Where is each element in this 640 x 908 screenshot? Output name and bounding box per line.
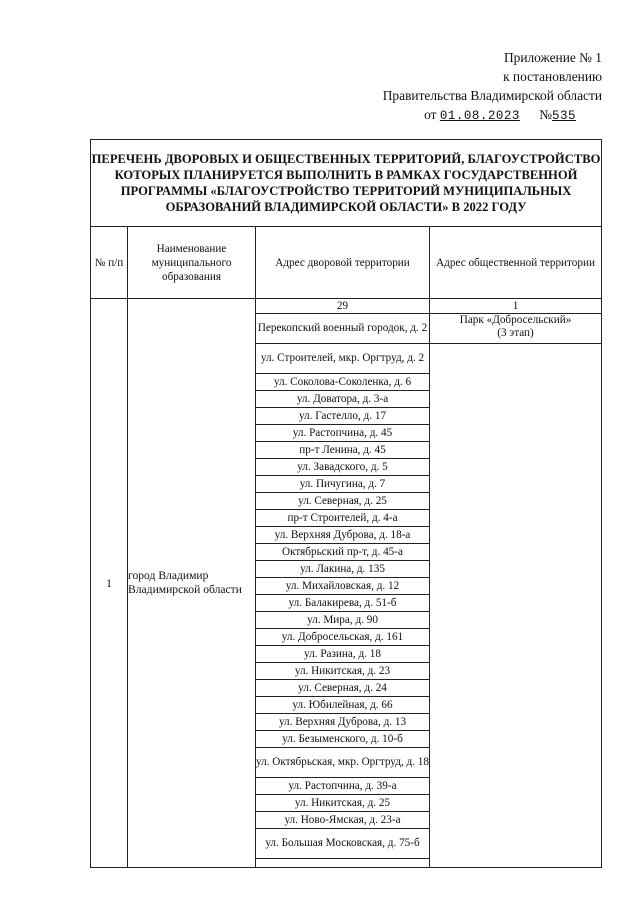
yard-address-cell: ул. Гастелло, д. 17	[256, 408, 430, 425]
yard-address-cell: ул. Безыменского, д. 10-б	[256, 731, 430, 748]
yard-address-cell: ул. Верхняя Дуброва, д. 13	[256, 714, 430, 731]
date-number-line	[383, 105, 602, 126]
document-number: 535	[552, 109, 577, 123]
yard-address-cell: ул. Северная, д. 24	[256, 680, 430, 697]
yard-address-cell: ул. Растопчина, д. 45	[256, 425, 430, 442]
table-title: ПЕРЕЧЕНЬ ДВОРОВЫХ И ОБЩЕСТВЕННЫХ ТЕРРИТОРИЙ, БЛАГОУСТРОЙСТВО КОТОРЫХ ПЛАНИРУЕТСЯ ВЫПОЛНИТЬ В РАМКАХ ГОСУДАРСТВЕННОЙ ПРОГРАММЫ «БЛАГОУСТРОЙСТВО ТЕРРИТОРИЙ МУНИЦИПАЛЬНЫХ ОБРАЗОВАНИЙ ВЛАДИМИРСКОЙ ОБЛАСТИ» В 2022 ГОДУ	[91, 140, 602, 227]
yard-address-cell: ул. Октябрьская, мкр. Оргтруд, д. 18	[256, 748, 430, 778]
yard-address-cell: пр-т Ленина, д. 45	[256, 442, 430, 459]
yard-address-cell: ул. Верхняя Дуброва, д. 18-а	[256, 527, 430, 544]
yard-address-cell: ул. Завадского, д. 5	[256, 459, 430, 476]
yard-address-cell: ул. Соколова-Соколенка, д. 6	[256, 374, 430, 391]
appendix-label: Приложение № 1	[503, 50, 602, 65]
column-header-municipality: Наименование муниципального образования	[128, 227, 256, 299]
yard-address-cell: ул. Растопчина, д. 39-а	[256, 778, 430, 795]
territories-table	[90, 139, 602, 868]
yard-address-blank-cell	[256, 859, 430, 868]
document-date: 01.08.2023	[439, 109, 520, 123]
column-header-yard-address: Адрес дворовой территории	[256, 227, 430, 299]
yard-address-cell: ул. Никитская, д. 23	[256, 663, 430, 680]
yard-address-cell: ул. Лакина, д. 135	[256, 561, 430, 578]
public-territory-cell	[430, 314, 602, 344]
yard-address-cell: ул. Строителей, мкр. Оргтруд, д. 2	[256, 344, 430, 374]
date-prefix: от	[424, 107, 437, 122]
yard-address-cell: ул. Разина, д. 18	[256, 646, 430, 663]
yard-address-cell: Перекопский военный городок, д. 2	[256, 314, 430, 344]
yard-address-cell: ул. Ново-Ямская, д. 23-а	[256, 812, 430, 829]
column-header-public-address: Адрес общественной территории	[430, 227, 602, 299]
yard-address-cell: ул. Доватора, д. 3-а	[256, 391, 430, 408]
count-row	[91, 299, 602, 314]
title-row	[91, 140, 602, 227]
yard-address-cell: ул. Балакирева, д. 51-б	[256, 595, 430, 612]
public-territory-empty-cell	[430, 344, 602, 868]
public-count: 1	[430, 299, 602, 314]
yard-address-cell: ул. Мира, д. 90	[256, 612, 430, 629]
yard-address-cell: ул. Никитская, д. 25	[256, 795, 430, 812]
municipality-name: город Владимир Владимирской области	[128, 299, 256, 868]
yard-address-cell: пр-т Строителей, д. 4-а	[256, 510, 430, 527]
government-name: Правительства Владимирской области	[382, 88, 602, 103]
yard-address-cell: ул. Большая Московская, д. 75-б	[256, 829, 430, 859]
yard-count: 29	[256, 299, 430, 314]
public-territory-line: (3 этап)	[497, 327, 534, 339]
number-prefix: №	[539, 107, 552, 122]
yard-address-cell: ул. Северная, д. 25	[256, 493, 430, 510]
document-header	[383, 48, 602, 126]
resolution-ref: к постановлению	[503, 69, 602, 84]
column-header-num: № п/п	[91, 227, 128, 299]
public-territory-line: Парк «Добросельский»	[459, 314, 572, 326]
yard-address-cell: Октябрьский пр-т, д. 45-а	[256, 544, 430, 561]
yard-address-cell: ул. Михайловская, д. 12	[256, 578, 430, 595]
yard-address-cell: ул. Добросельская, д. 161	[256, 629, 430, 646]
column-header-row	[91, 227, 602, 299]
row-number: 1	[91, 299, 128, 868]
yard-address-cell: ул. Пичугина, д. 7	[256, 476, 430, 493]
yard-address-cell: ул. Юбилейная, д. 66	[256, 697, 430, 714]
